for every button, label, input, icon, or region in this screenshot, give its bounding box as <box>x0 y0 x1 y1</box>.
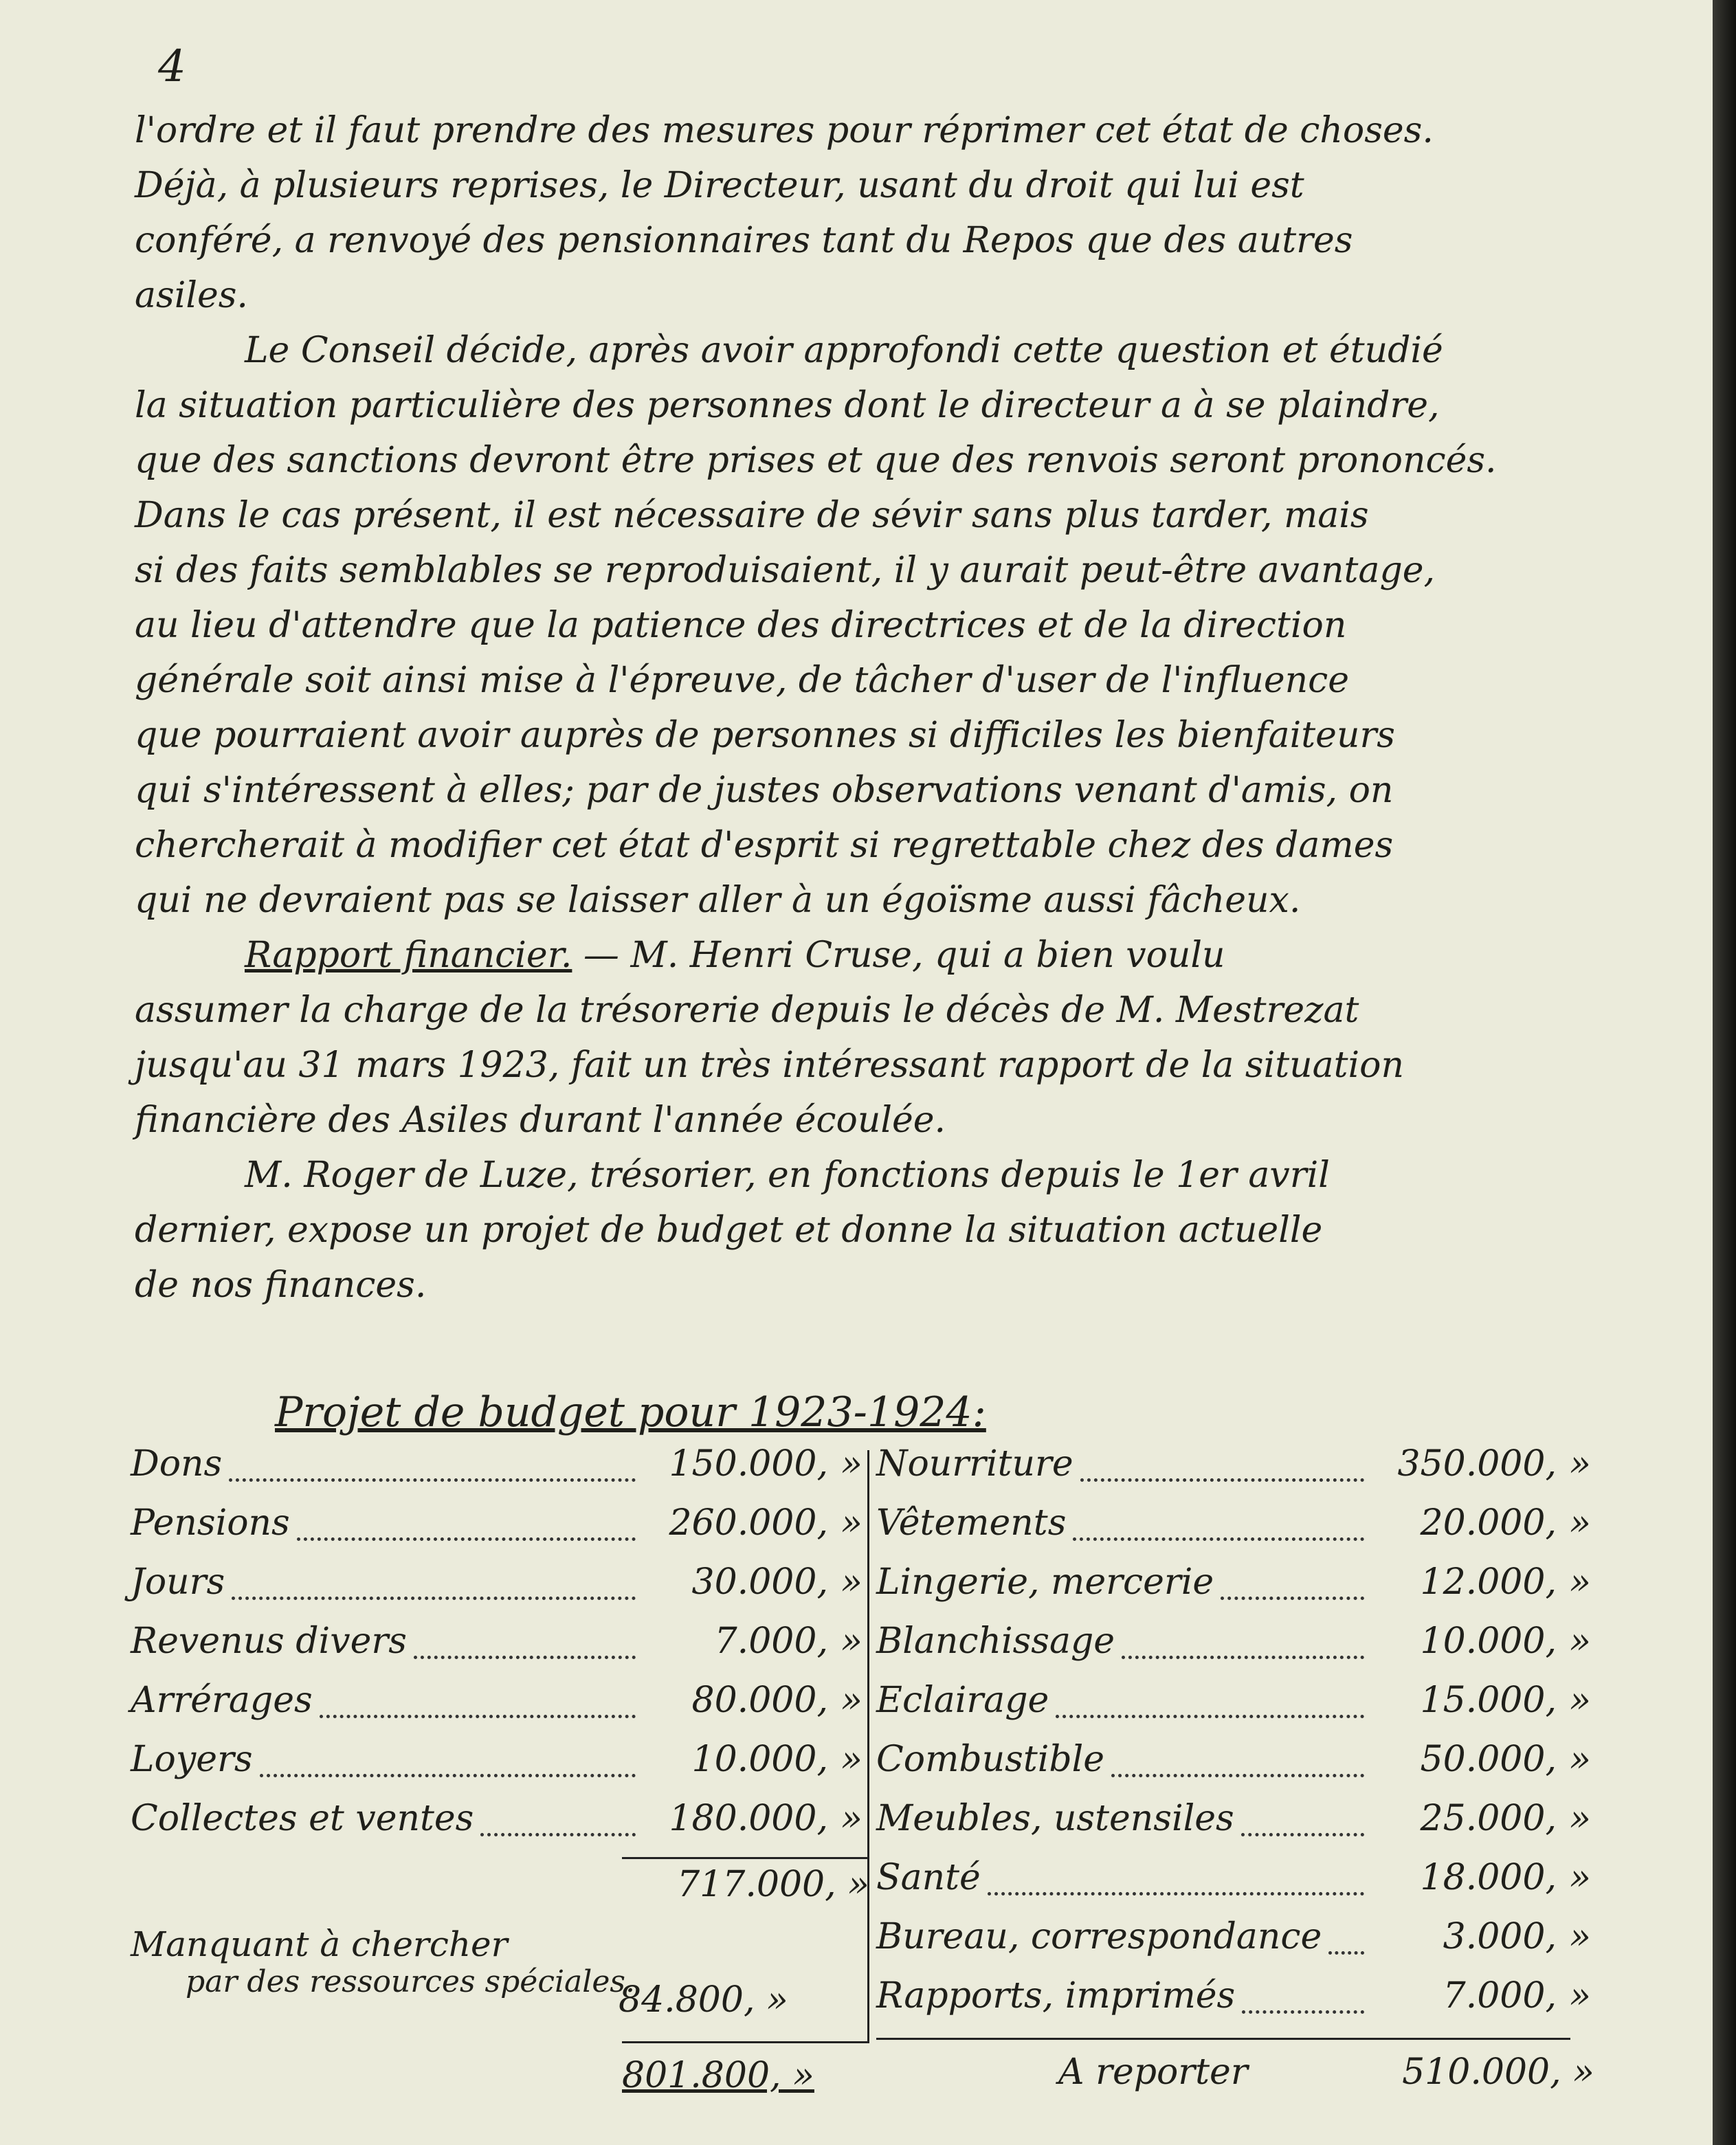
income-amount: 80.000, <box>691 1680 828 1721</box>
rapport-text: M. Henri Cruse, qui a bien voulu <box>630 935 1225 976</box>
ditto-mark: » <box>1569 1502 1591 1544</box>
ditto-mark: » <box>841 1680 863 1721</box>
ditto-mark: » <box>1569 1916 1591 1957</box>
expenses-amount: 12.000, <box>1420 1561 1557 1603</box>
subtotal-rule <box>622 1857 869 1859</box>
expenses-label: Meubles, ustensiles <box>876 1798 1234 1839</box>
text-line: l'ordre et il faut prendre des mesures pour réprimer cet état de choses. <box>135 110 1434 151</box>
report-row <box>1058 2052 1594 2093</box>
expenses-amount: 18.000, <box>1420 1857 1557 1898</box>
dot-leader <box>297 1537 636 1541</box>
expenses-label: Santé <box>876 1857 981 1898</box>
income-label: Dons <box>131 1443 223 1485</box>
budget-title: Projet de budget pour 1923-1924: <box>275 1388 986 1436</box>
income-amount: 260.000, <box>669 1502 828 1544</box>
expenses-row <box>876 1739 1591 1798</box>
ditto-mark: » <box>1569 1975 1591 2016</box>
expenses-label: Blanchissage <box>876 1621 1115 1662</box>
text-line: Déjà, à plusieurs reprises, le Directeur, usant du droit qui lui est <box>135 165 1304 206</box>
expenses-label: Combustible <box>876 1739 1105 1780</box>
text-line: la situation particulière des personnes dont le directeur a à se plaindre, <box>135 385 1440 426</box>
text-line: dernier, expose un projet de budget et donne la situation actuelle <box>135 1210 1323 1251</box>
income-total: 801.800, » <box>622 2055 814 2096</box>
rapport-heading: Rapport financier. <box>245 935 572 976</box>
body-text <box>135 103 1599 1313</box>
expenses-row <box>876 1621 1591 1680</box>
income-row <box>131 1739 863 1798</box>
expenses-amount: 20.000, <box>1420 1502 1557 1544</box>
expenses-amount: 50.000, <box>1420 1739 1557 1780</box>
text-line: asiles. <box>135 275 248 316</box>
text-line: que pourraient avoir auprès de personnes si difficiles les bienfaiteurs <box>135 715 1395 756</box>
text-line: au lieu d'attendre que la patience des directrices et de la direction <box>135 605 1347 646</box>
ditto-mark: » <box>1569 1443 1591 1485</box>
text-line: conféré, a renvoyé des pensionnaires tant du Repos que des autres <box>135 220 1353 261</box>
income-column <box>131 1443 863 1857</box>
text-line: générale soit ainsi mise à l'épreuve, de tâcher d'user de l'influence <box>135 660 1350 701</box>
shortfall-line1: Manquant à chercher <box>131 1924 508 1964</box>
dot-leader <box>320 1715 636 1718</box>
page-edge <box>1713 0 1736 2145</box>
dot-leader <box>229 1478 636 1482</box>
dot-leader <box>414 1656 636 1659</box>
expenses-label: Rapports, imprimés <box>876 1975 1236 2016</box>
expenses-label: Bureau, correspondance <box>876 1916 1322 1957</box>
dot-leader <box>1080 1478 1364 1482</box>
income-amount: 150.000, <box>669 1443 828 1485</box>
expenses-row <box>876 1443 1591 1502</box>
text-line: qui ne devraient pas se laisser aller à un égoïsme aussi fâcheux. <box>135 880 1301 921</box>
dot-leader <box>1111 1774 1364 1777</box>
dot-leader <box>1122 1656 1364 1659</box>
income-row <box>131 1561 863 1621</box>
income-row <box>131 1502 863 1561</box>
ditto-mark: » <box>841 1561 863 1603</box>
ditto-mark: » <box>1569 1739 1591 1780</box>
income-label: Pensions <box>131 1502 290 1544</box>
column-divider <box>867 1450 869 2041</box>
shortfall-amount: 84.800, » <box>619 1979 788 2021</box>
expenses-amount: 3.000, <box>1443 1916 1557 1957</box>
expenses-row <box>876 1502 1591 1561</box>
ditto-mark: » <box>841 1443 863 1485</box>
income-label: Collectes et ventes <box>131 1798 474 1839</box>
dot-leader <box>988 1892 1364 1896</box>
ditto-mark: » <box>1569 1561 1591 1603</box>
dot-leader <box>1056 1715 1364 1718</box>
expenses-amount: 10.000, <box>1420 1621 1557 1662</box>
expenses-amount: 7.000, <box>1443 1975 1557 2016</box>
text-line: Le Conseil décide, après avoir approfondi cette question et étudié <box>245 330 1443 371</box>
expenses-amount: 350.000, <box>1397 1443 1557 1485</box>
expenses-amount: 15.000, <box>1420 1680 1557 1721</box>
text-line: financière des Asiles durant l'année écoulée. <box>135 1100 946 1141</box>
ditto-mark: » <box>1569 1857 1591 1898</box>
income-label: Arrérages <box>131 1680 313 1721</box>
expense-column <box>876 1443 1591 2034</box>
expenses-amount: 25.000, <box>1420 1798 1557 1839</box>
ditto-mark: » <box>1569 1680 1591 1721</box>
dot-leader <box>232 1597 636 1600</box>
text-line: de nos finances. <box>135 1265 427 1306</box>
dot-leader <box>1241 1833 1364 1836</box>
text-line: assumer la charge de la trésorerie depuis le décès de M. Mestrezat <box>135 990 1359 1031</box>
income-amount: 10.000, <box>691 1739 828 1780</box>
dot-leader <box>1328 1951 1364 1955</box>
expenses-label: Nourriture <box>876 1443 1073 1485</box>
income-subtotal: 717.000, » <box>677 1864 869 1905</box>
ditto-mark: » <box>841 1798 863 1839</box>
income-row <box>131 1443 863 1502</box>
dot-leader <box>1221 1597 1364 1600</box>
expenses-row <box>876 1975 1591 2034</box>
expenses-label: Eclairage <box>876 1680 1049 1721</box>
expenses-label: Lingerie, mercerie <box>876 1561 1214 1603</box>
income-row <box>131 1621 863 1680</box>
report-amount: 510.000, » <box>1402 2052 1594 2093</box>
income-subtotal-row <box>622 1864 869 1923</box>
text-line: si des faits semblables se reproduisaient, il y aurait peut-être avantage, <box>135 550 1436 591</box>
income-amount: 7.000, <box>714 1621 828 1662</box>
expenses-row <box>876 1916 1591 1975</box>
rapport-line: Rapport financier. — M. Henri Cruse, qui a bien voulu <box>245 935 1225 976</box>
income-label: Loyers <box>131 1739 253 1780</box>
text-line: jusqu'au 31 mars 1923, fait un très intéressant rapport de la situation <box>135 1045 1404 1086</box>
income-row <box>131 1798 863 1857</box>
expenses-row <box>876 1680 1591 1739</box>
expenses-row <box>876 1798 1591 1857</box>
income-amount: 30.000, <box>691 1561 828 1603</box>
text-line: Dans le cas présent, il est nécessaire de sévir sans plus tarder, mais <box>135 495 1369 536</box>
expenses-label: Vêtements <box>876 1502 1067 1544</box>
ditto-mark: » <box>841 1502 863 1544</box>
ditto-mark: » <box>1569 1621 1591 1662</box>
text-line: que des sanctions devront être prises et que des renvois seront prononcés. <box>135 440 1497 481</box>
ditto-mark: » <box>841 1739 863 1780</box>
income-row <box>131 1680 863 1739</box>
expenses-row <box>876 1857 1591 1916</box>
report-label: A reporter <box>1058 2052 1248 2093</box>
total-rule <box>622 2041 869 2043</box>
expense-rule <box>876 2038 1570 2040</box>
expenses-row <box>876 1561 1591 1621</box>
ditto-mark: » <box>841 1621 863 1662</box>
text-line: chercherait à modifier cet état d'esprit si regrettable chez des dames <box>135 825 1394 866</box>
dot-leader <box>1073 1537 1364 1541</box>
text-line: M. Roger de Luze, trésorier, en fonctions depuis le 1er avril <box>245 1155 1330 1196</box>
dot-leader <box>480 1833 636 1836</box>
page-number: 4 <box>158 41 186 92</box>
text-line: qui s'intéressent à elles; par de justes observations venant d'amis, on <box>135 770 1394 811</box>
income-label: Jours <box>131 1561 225 1603</box>
income-label: Revenus divers <box>131 1621 407 1662</box>
shortfall-line2: par des ressources spéciales. <box>186 1964 635 1999</box>
income-amount: 180.000, <box>669 1798 828 1839</box>
ditto-mark: » <box>1569 1798 1591 1839</box>
dot-leader <box>1242 2010 1364 2014</box>
dot-leader <box>260 1774 636 1777</box>
